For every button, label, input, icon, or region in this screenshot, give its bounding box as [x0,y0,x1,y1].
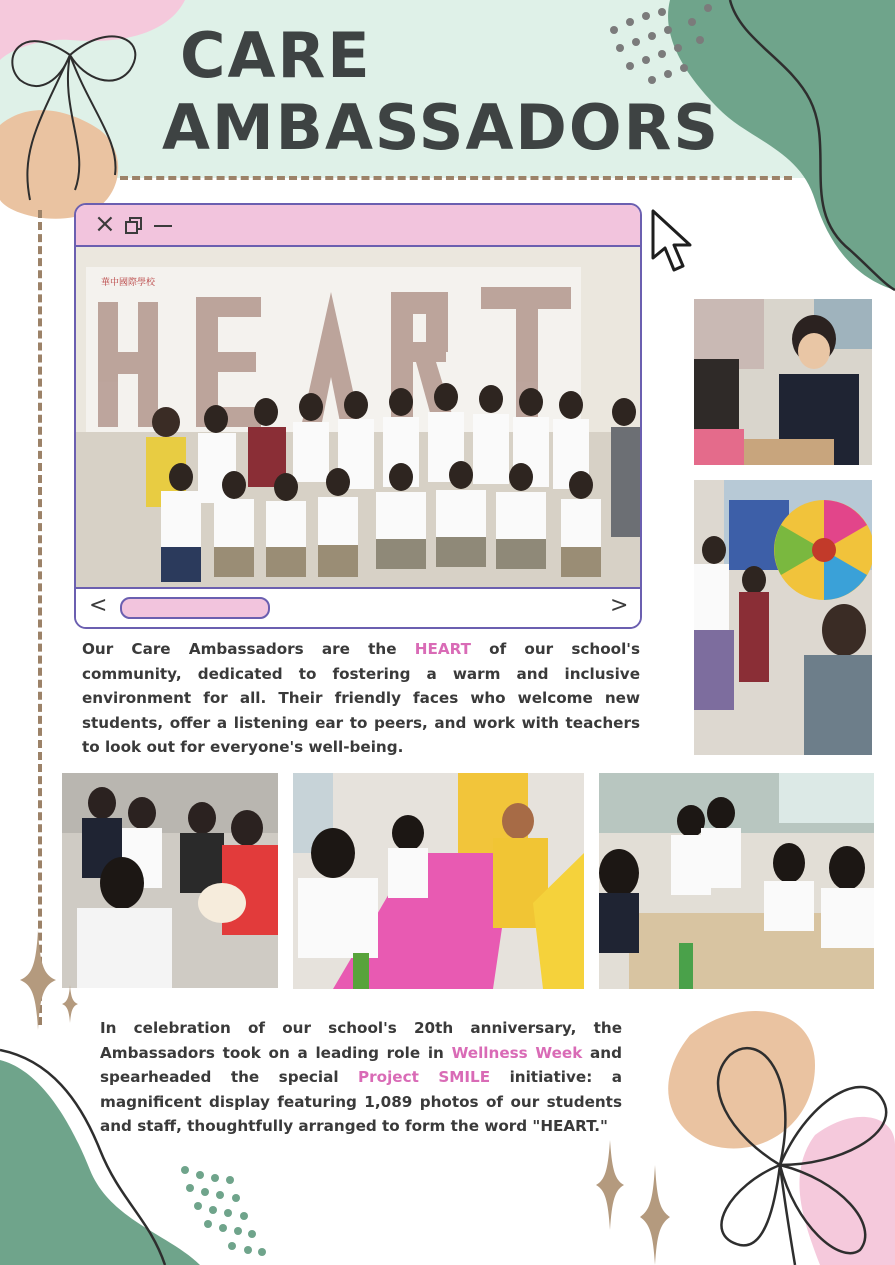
browser-window-frame [74,203,642,629]
wall-school-name: 華中國際學校 [101,278,156,288]
bottom-photo-craft-activity [293,773,584,989]
close-icon[interactable]: × [94,209,116,239]
heart-wall-group-photo [76,247,640,587]
restore-window-icon[interactable] [125,217,143,235]
intro-highlight-heart: HEART [414,640,471,658]
bottom-photo-students-with-dog [62,773,278,988]
intro-paragraph [82,637,640,760]
anniversary-text-part-1: In celebration of our school's 20th anniversary, the Ambassadors took on a leading role in [100,1019,622,1062]
browser-title-bar [76,205,640,247]
previous-arrow-icon[interactable]: < [89,593,108,618]
browser-scroll-bar [76,587,640,627]
anniversary-text-part-2: and spearheaded the special [100,1043,622,1086]
anniversary-text-part-3: initiative: a magnificent display featuring 1,089 photos of our students and staff, thoughtfully arranged to form the word "HEART." [100,1068,622,1135]
frame-left-dashed-line [38,210,42,1025]
right-photo-spin-wheel [694,480,872,755]
frame-top-dashed-line [120,176,792,180]
sparkle-star-icon [20,930,80,1040]
cursor-arrow-icon [650,208,702,276]
next-arrow-icon[interactable]: > [610,593,629,618]
bottom-photo-table-activity [599,773,874,989]
highlight-project-smile: Project SMILE [358,1068,491,1086]
anniversary-paragraph [100,1016,622,1139]
minimize-icon[interactable] [154,224,174,228]
highlight-wellness-week: Wellness Week [451,1043,583,1062]
intro-text-part-2: of our school's community, dedicated to fostering a warm and inclusive environment for all. Their friendly faces who welcome new students, offer a listening ear to peers, and work with teachers to look out for everyone's well-being. [82,640,640,756]
page-title-line-1: CARE [180,19,372,92]
right-photo-teacher-smiling [694,299,872,465]
flower-decoration-bottom-right [590,995,895,1265]
intro-text-part-1: Our Care Ambassadors are the [82,640,415,658]
scroll-thumb[interactable] [120,597,270,619]
page-title-line-2: AMBASSADORS [162,91,720,164]
